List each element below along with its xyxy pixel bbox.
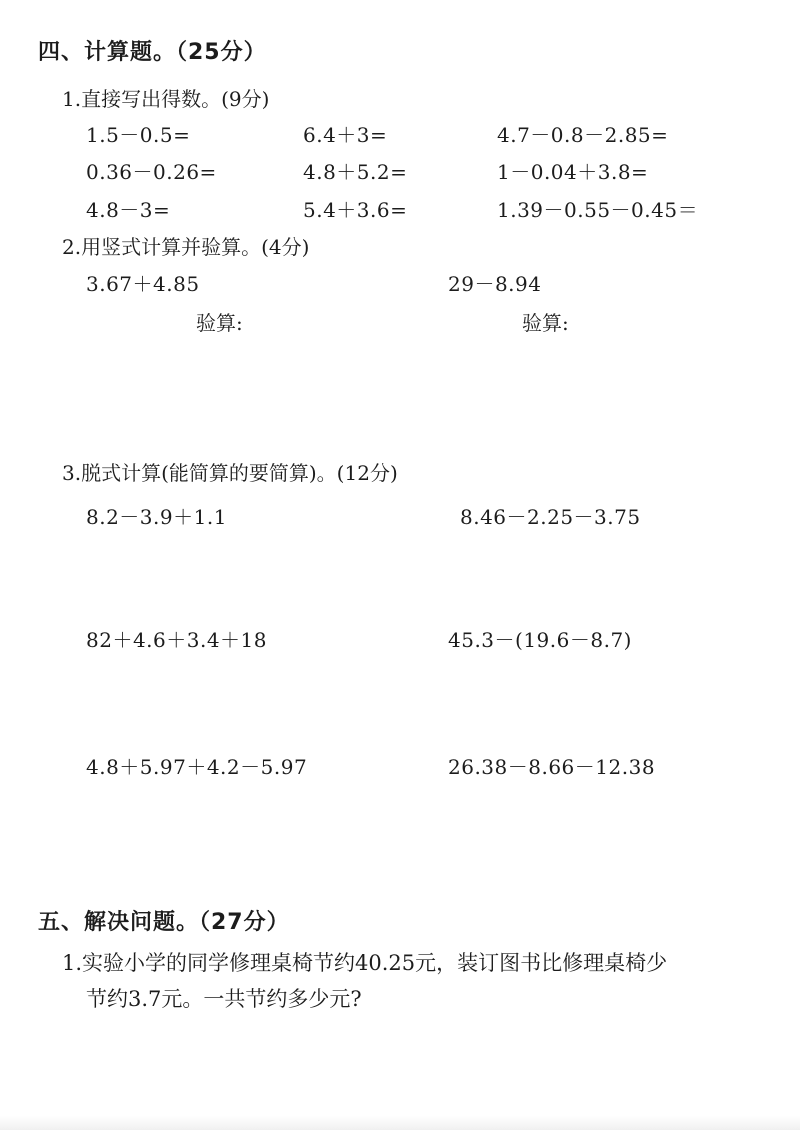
word-problem-1-line-2: 节约3.7元。一共节约多少元? xyxy=(86,987,362,1011)
step-calc-item: 45.3－(19.6－8.7) xyxy=(448,628,632,652)
mental-math-item: 0.36－0.26= xyxy=(86,160,217,184)
mental-math-item: 1.5－0.5= xyxy=(86,123,191,147)
check-label: 验算: xyxy=(196,311,243,335)
step-calc-item: 26.38－8.66－12.38 xyxy=(448,755,656,779)
question-1-title: 1.直接写出得数。(9分) xyxy=(62,87,270,111)
question-2-title: 2.用竖式计算并验算。(4分) xyxy=(62,235,310,259)
word-problem-1-line-1: 1.实验小学的同学修理桌椅节约40.25元，装订图书比修理桌椅少 xyxy=(62,951,668,975)
mental-math-item: 4.8－3= xyxy=(86,198,171,222)
mental-math-item: 4.7－0.8－2.85= xyxy=(497,123,669,147)
mental-math-item: 1.39－0.55－0.45＝ xyxy=(497,198,699,222)
check-label: 验算: xyxy=(522,311,569,335)
vertical-calc-item: 29－8.94 xyxy=(448,272,542,296)
step-calc-item: 8.46－2.25－3.75 xyxy=(460,505,641,529)
step-calc-item: 8.2－3.9＋1.1 xyxy=(86,505,227,529)
mental-math-item: 5.4＋3.6= xyxy=(303,198,408,222)
section-4-title: 四、计算题。（25分） xyxy=(38,40,267,65)
word-problem-1 xyxy=(62,945,752,1017)
mental-math-item: 4.8＋5.2= xyxy=(303,160,408,184)
vertical-calc-item: 3.67＋4.85 xyxy=(86,272,200,296)
page-bottom-edge xyxy=(0,1116,800,1130)
question-3-title: 3.脱式计算(能简算的要简算)。(12分) xyxy=(62,461,398,485)
step-calc-item: 4.8＋5.97＋4.2－5.97 xyxy=(86,755,308,779)
step-calc-item: 82＋4.6＋3.4＋18 xyxy=(86,628,268,652)
mental-math-item: 1－0.04＋3.8= xyxy=(497,160,649,184)
section-5-title: 五、解决问题。（27分） xyxy=(38,910,290,935)
mental-math-item: 6.4＋3= xyxy=(303,123,388,147)
